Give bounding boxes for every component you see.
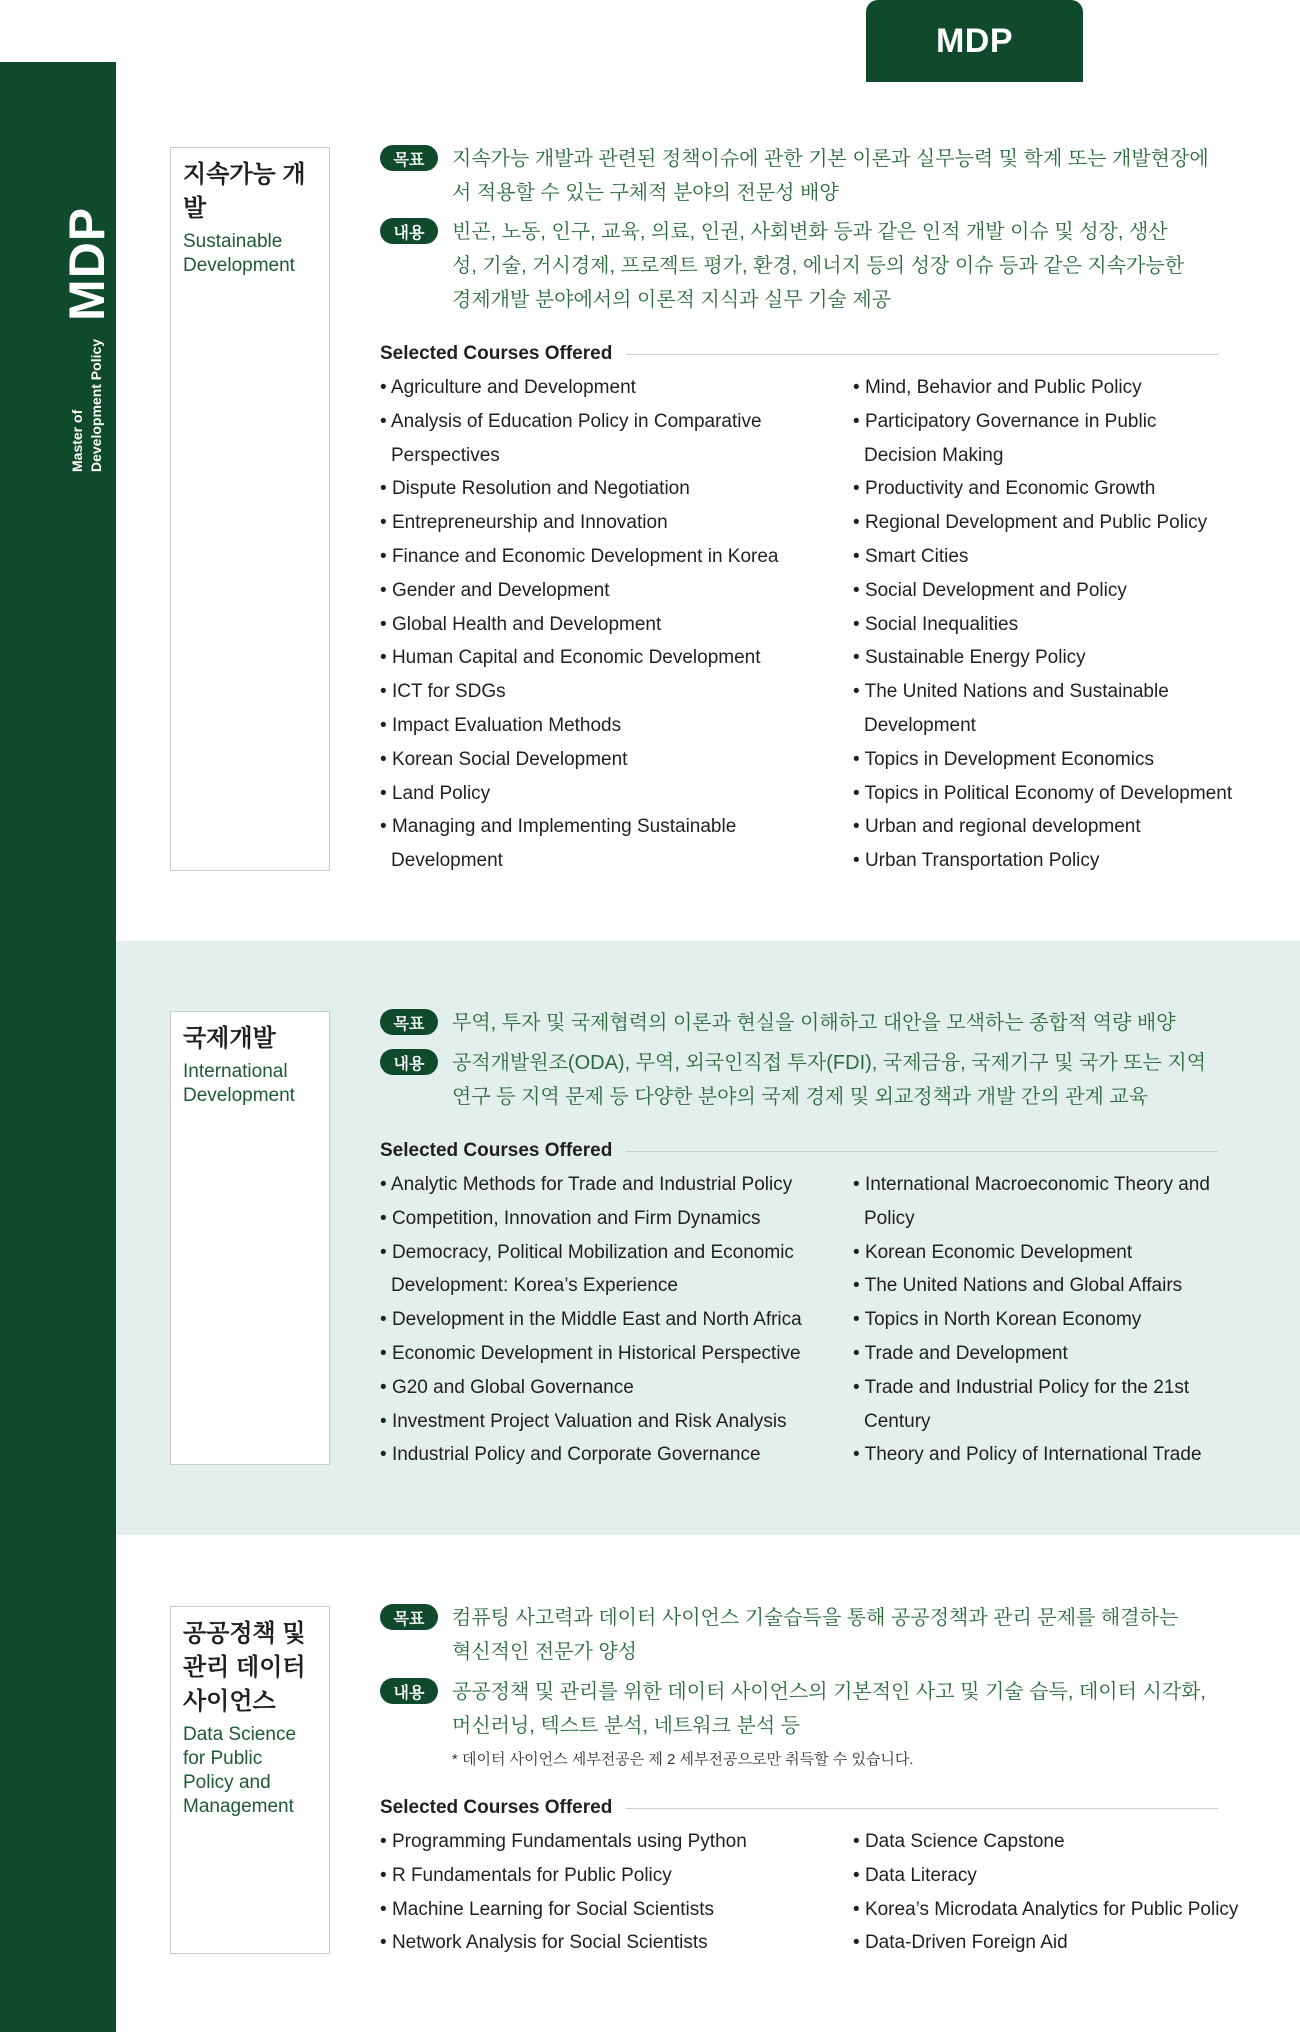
goal-text: 지속가능 개발과 관련된 정책이슈에 관한 기본 이론과 실무능력 및 학계 또는 개발현장에서 적용할 수 있는 구체적 분야의 전문성 배양 [452,148,1209,204]
course-item: • Korea’s Microdata Analytics for Public Policy [853,1893,1253,1927]
goal-row [380,1601,1220,1669]
content-row [380,1046,1220,1114]
course-item: • G20 and Global Governance [380,1371,830,1405]
course-item: • R Fundamentals for Public Policy [380,1859,830,1893]
course-item: • The United Nations and Sustainable Development [853,675,1194,743]
courses-heading: Selected Courses Offered [380,1140,1218,1162]
course-item: • Korean Social Development [380,743,820,777]
course-item: • Social Development and Policy [853,574,1253,608]
course-item: • Topics in Political Economy of Development [853,777,1253,811]
sidebar-title [58,207,116,472]
course-item: • Productivity and Economic Growth [853,472,1253,506]
courses-list-left [380,371,820,878]
section-label-ko: 공공정책 및 관리 데이터 사이언스 [183,1620,306,1715]
course-item: • Data Literacy [853,1859,1253,1893]
heading-divider [626,354,1218,355]
content-badge: 내용 [380,1049,438,1075]
course-item: • Social Inequalities [853,608,1253,642]
course-item: • Sustainable Energy Policy [853,641,1253,675]
course-item: • Entrepreneurship and Innovation [380,506,820,540]
course-item: • Trade and Industrial Policy for the 21st Century [853,1371,1204,1439]
goal-badge: 목표 [380,145,438,171]
heading-divider [626,1151,1218,1152]
course-item: • Impact Evaluation Methods [380,709,820,743]
courses-list-right [853,1168,1233,1472]
section-label-en: Data Science for Public Policy and Management [183,1724,297,1817]
content-badge: 내용 [380,218,438,244]
course-item: • Machine Learning for Social Scientists [380,1893,830,1927]
content-row [380,215,1220,317]
section-label [170,1606,330,1954]
course-item: • Urban and regional development [853,810,1253,844]
courses-heading: Selected Courses Offered [380,343,1218,365]
courses-list-right [853,1825,1253,1960]
course-item: • Industrial Policy and Corporate Governance [380,1438,830,1472]
section-label [170,1011,330,1465]
sidebar-abbr: MDP [59,206,115,321]
goal-badge: 목표 [380,1009,438,1035]
content-text: 공공정책 및 관리를 위한 데이터 사이언스의 기본적인 사고 및 기술 습득, 데이터 시각화, 머신러닝, 텍스트 분석, 네트워크 분석 등 [452,1681,1206,1737]
course-item: • Regional Development and Public Policy [853,506,1253,540]
goal-badge: 목표 [380,1604,438,1630]
course-item: • Land Policy [380,777,820,811]
section-label-en: Sustainable Development [183,231,295,276]
section-label-en: International Development [183,1061,295,1106]
course-item: • Economic Development in Historical Perspective [380,1337,830,1371]
course-item: • Theory and Policy of International Trade [853,1438,1233,1472]
course-item: • Trade and Development [853,1337,1233,1371]
course-item: • Analysis of Education Policy in Comparative Perspectives [380,405,791,473]
content-row [380,1675,1220,1743]
courses-list-right [853,371,1253,878]
course-item: • Participatory Governance in Public Decision Making [853,405,1194,473]
course-item: • Investment Project Valuation and Risk Analysis [380,1405,830,1439]
course-item: • Analytic Methods for Trade and Industrial Policy [380,1168,830,1202]
course-item: • ICT for SDGs [380,675,820,709]
course-item: • Data Science Capstone [853,1825,1253,1859]
course-item: • Competition, Innovation and Firm Dynamics [380,1202,830,1236]
course-item: • Smart Cities [853,540,1253,574]
course-item: • Human Capital and Economic Development [380,641,820,675]
course-item: • Global Health and Development [380,608,820,642]
course-item: • Data-Driven Foreign Aid [853,1926,1253,1960]
course-item: • Managing and Implementing Sustainable Development [380,810,791,878]
course-item: • The United Nations and Global Affairs [853,1269,1233,1303]
mdp-tab[interactable]: MDP [866,0,1083,82]
goal-text: 무역, 투자 및 국제협력의 이론과 현실을 이해하고 대안을 모색하는 종합적 역량 배양 [452,1012,1176,1034]
sidebar [0,62,116,2032]
content-text: 빈곤, 노동, 인구, 교육, 의료, 인권, 사회변화 등과 같은 인적 개발 이슈 및 성장, 생산성, 기술, 거시경제, 프로젝트 평가, 환경, 에너지 등의 성장 이슈 등과 같은 지속가능한 경제개발 분야에서의 이론적 지식과 실무 기술 제공 [452,221,1185,311]
course-item: • Network Analysis for Social Scientists [380,1926,830,1960]
course-item: • Dispute Resolution and Negotiation [380,472,820,506]
footnote: * 데이터 사이언스 세부전공은 제 2 세부전공으로만 취득할 수 있습니다. [452,1751,914,1768]
goal-row [380,1006,1220,1040]
section-label-ko: 국제개발 [183,1025,276,1052]
section-label-ko: 지속가능 개발 [183,161,306,222]
section-label [170,147,330,871]
course-item: • Urban Transportation Policy [853,844,1253,878]
sidebar-full-name: Master of Development Policy [69,338,104,472]
course-item: • Finance and Economic Development in Korea [380,540,820,574]
course-item: • Topics in North Korean Economy [853,1303,1233,1337]
course-item: • Democracy, Political Mobilization and Economic Development: Korea’s Experience [380,1236,821,1304]
heading-divider [626,1808,1218,1809]
course-item: • Topics in Development Economics [853,743,1253,777]
course-item: • Development in the Middle East and North Africa [380,1303,830,1337]
courses-list-left [380,1825,830,1960]
courses-list-left [380,1168,830,1472]
goal-text: 컴퓨팅 사고력과 데이터 사이언스 기술습득을 통해 공공정책과 관리 문제를 해결하는 혁신적인 전문가 양성 [452,1607,1179,1663]
course-item: • Gender and Development [380,574,820,608]
content-badge: 내용 [380,1678,438,1704]
course-item: • Mind, Behavior and Public Policy [853,371,1253,405]
course-item: • International Macroeconomic Theory and Policy [853,1168,1234,1236]
course-item: • Programming Fundamentals using Python [380,1825,830,1859]
content-text: 공적개발원조(ODA), 무역, 외국인직접 투자(FDI), 국제금융, 국제기구 및 국가 또는 지역연구 등 지역 문제 등 다양한 분야의 국제 경제 및 외교정책과 개발 간의 관계 교육 [452,1052,1207,1108]
courses-heading: Selected Courses Offered [380,1797,1218,1819]
goal-row [380,142,1220,210]
course-item: • Korean Economic Development [853,1236,1233,1270]
course-item: • Agriculture and Development [380,371,820,405]
